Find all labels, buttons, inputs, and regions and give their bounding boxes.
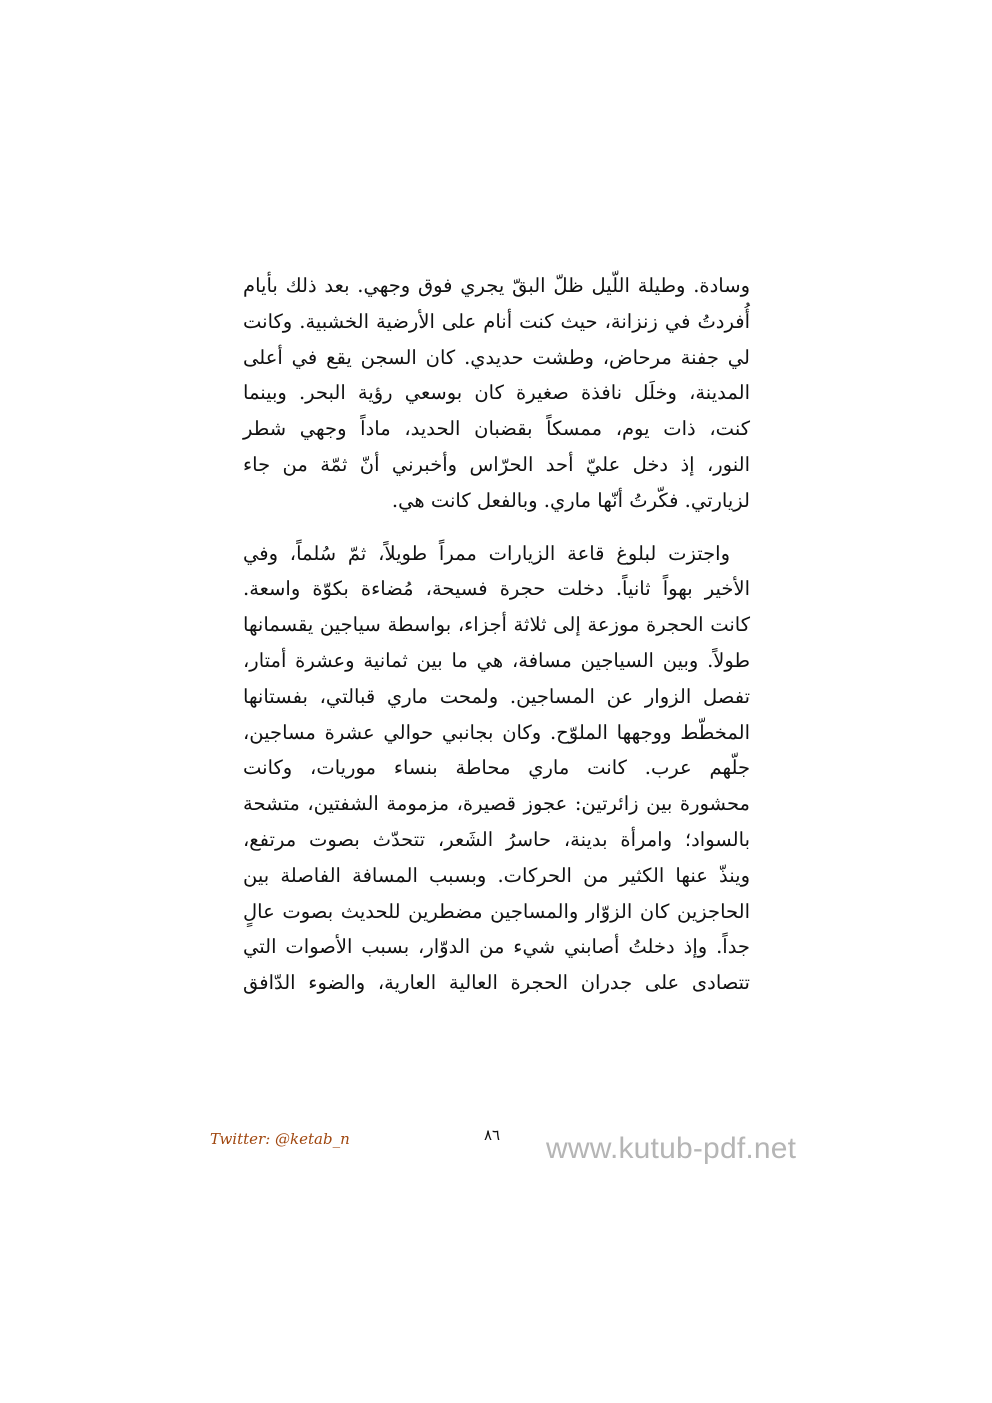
text-line: المخطّط ووجهها الملوّح. وكان بجانبي حوالي عشرة مساجين، bbox=[243, 720, 750, 744]
twitter-handle: Twitter: @ketab_n bbox=[210, 1130, 350, 1148]
paragraph-2 bbox=[243, 536, 750, 1001]
text-line: وسادة. وطيلة اللّيل ظلّ البقّ يجري فوق وجهي. بعد ذلك بأيام bbox=[243, 274, 750, 297]
paragraph-spacer bbox=[243, 519, 750, 536]
paragraph-1 bbox=[243, 268, 750, 519]
text-line: الأخير بهواً ثانياً. دخلت حجرة فسيحة، مُضاءة بكوّة واسعة. bbox=[243, 577, 750, 601]
text-line: تفصل الزوار عن المساجين. ولمحت ماري قبالتي، بفستانها bbox=[243, 684, 750, 708]
text-line: لي جفنة مرحاض، وطشت حديدي. كان السجن يقع في أعلى bbox=[243, 345, 750, 369]
page-number: ٨٦ bbox=[484, 1126, 501, 1144]
text-line: جداً. وإذ دخلتُ أصابني شيء من الدوّار، بسبب الأصوات التي bbox=[243, 935, 750, 959]
text-line: كنت، ذات يوم، ممسكاً بقضبان الحديد، ماداً وجهي شطر bbox=[243, 417, 750, 441]
text-line: جلّهم عرب. كانت ماري محاطة بنساء موريات، وكانت bbox=[243, 756, 750, 780]
text-line: المدينة، وخلَل نافذة صغيرة كان بوسعي رؤية البحر. وبينما bbox=[243, 381, 750, 405]
text-line: بالسواد؛ وامرأة بدينة، حاسرُ الشَعر، تتحدّث بصوت مرتفع، bbox=[243, 827, 750, 851]
text-line: كانت الحجرة موزعة إلى ثلاثة أجزاء، بواسطة سياجين يقسمانها bbox=[243, 613, 750, 637]
body-text bbox=[243, 268, 750, 1001]
text-line: لزيارتي. فكّرتُ أنّها ماري. وبالفعل كانت هي. bbox=[391, 488, 750, 512]
text-line: محشورة بين زائرتين: عجوز قصيرة، مزمومة الشفتين، متشحة bbox=[243, 792, 750, 816]
text-line: النور، إذ دخل عليّ أحد الحرّاس وأخبرني أنّ ثمّة من جاء bbox=[243, 452, 750, 476]
text-line: أُفردتُ في زنزانة، حيث كنت أنام على الأرضية الخشبية. وكانت bbox=[243, 309, 750, 333]
text-line: الحاجزين كان الزوّار والمساجين مضطرين للحديث بصوت عالٍ bbox=[243, 899, 750, 923]
text-line: طولاً. وبين السياجين مسافة، هي ما بين ثمانية وعشرة أمتار، bbox=[243, 648, 750, 672]
text-line: وينذّ عنها الكثير من الحركات. وبسبب المسافة الفاصلة بين bbox=[243, 863, 750, 887]
text-line: واجتزت لبلوغ قاعة الزيارات ممراً طويلاً، ثمّ سُلماً، وفي bbox=[243, 541, 730, 565]
text-line: تتصادى على جدران الحجرة العالية العارية، والضوء الدّافق bbox=[243, 971, 750, 995]
watermark-url: www.kutub-pdf.net bbox=[546, 1132, 797, 1165]
